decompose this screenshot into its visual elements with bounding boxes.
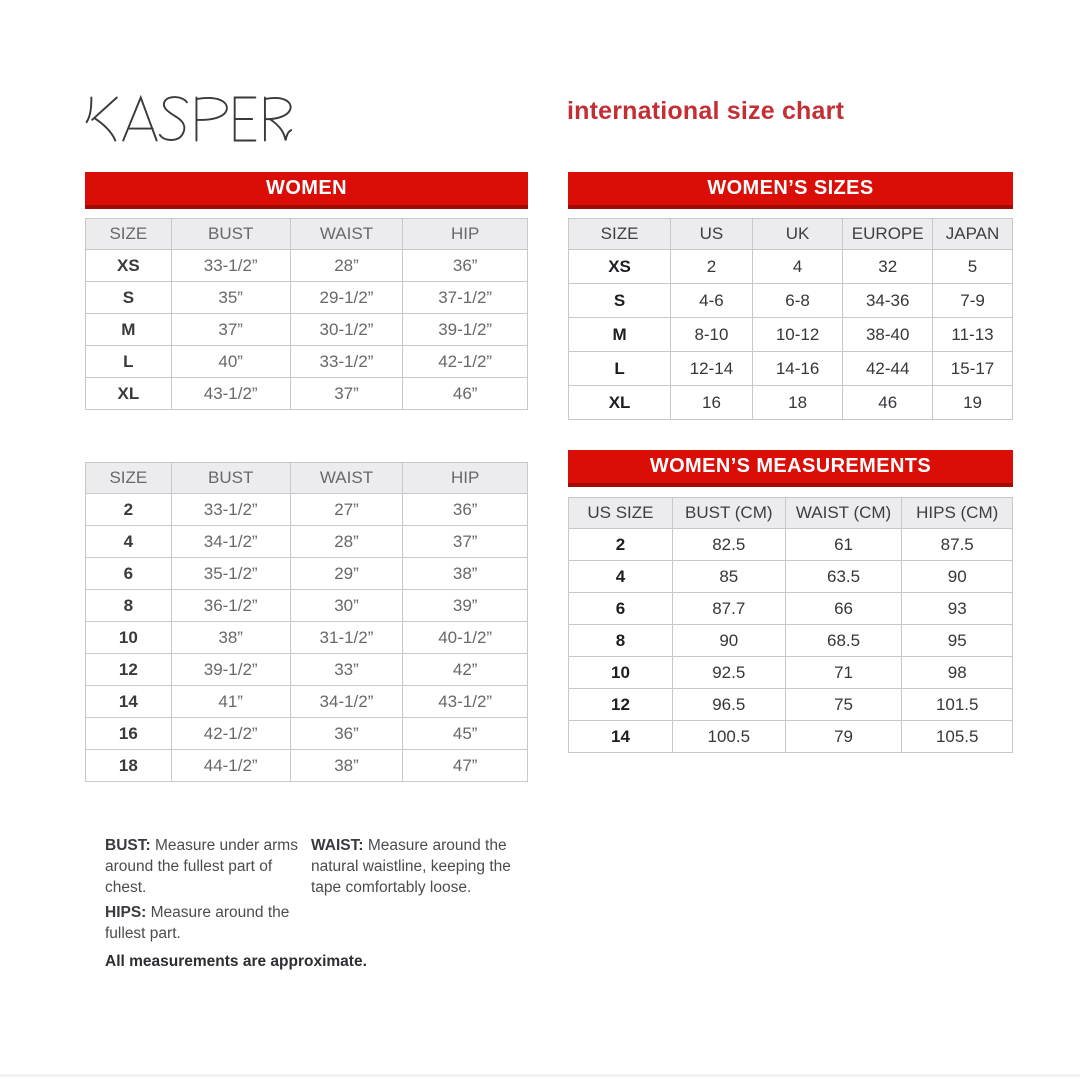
table-row (86, 282, 528, 314)
table-cell: 2 (86, 494, 172, 526)
waist-note-label: WAIST: (311, 837, 364, 854)
table-cell: 41” (171, 686, 290, 718)
table-row (86, 686, 528, 718)
table-cell: 16 (671, 386, 753, 420)
table-cell: 39” (403, 590, 528, 622)
column-header: EUROPE (843, 219, 933, 250)
table-cell: 82.5 (672, 529, 785, 561)
kasper-logo-glyphs (85, 90, 292, 148)
section-header-women: WOMEN (85, 172, 528, 209)
table-cell: 14 (569, 721, 673, 753)
column-header: BUST (171, 219, 290, 250)
table-row (86, 526, 528, 558)
table-cell: 68.5 (785, 625, 902, 657)
table-cell: 10 (569, 657, 673, 689)
table-cell: 43-1/2” (403, 686, 528, 718)
table-cell: 105.5 (902, 721, 1013, 753)
table-cell: 28” (290, 526, 403, 558)
womens-international-sizes-table (568, 218, 1013, 420)
table-cell: 30-1/2” (290, 314, 403, 346)
bottom-edge-divider (0, 1074, 1080, 1077)
table-cell: 12 (86, 654, 172, 686)
table-cell: M (569, 318, 671, 352)
header-row (569, 219, 1013, 250)
table-cell: 34-1/2” (290, 686, 403, 718)
table-cell: 37” (171, 314, 290, 346)
table-cell: XL (86, 378, 172, 410)
table-row (86, 654, 528, 686)
table-cell: 2 (671, 250, 753, 284)
table-row (569, 657, 1013, 689)
table-cell: 98 (902, 657, 1013, 689)
table-cell: 33-1/2” (171, 250, 290, 282)
column-header: BUST (171, 463, 290, 494)
table-cell: 8-10 (671, 318, 753, 352)
table-cell: 36” (403, 250, 528, 282)
table-cell: 87.5 (902, 529, 1013, 561)
table-cell: 4 (86, 526, 172, 558)
waist-note (311, 836, 511, 898)
table-cell: 36” (403, 494, 528, 526)
table-row (569, 352, 1013, 386)
table-row (569, 284, 1013, 318)
column-header: UK (752, 219, 843, 250)
measurements-disclaimer: All measurements are approximate. (105, 953, 367, 970)
table-cell: 6-8 (752, 284, 843, 318)
table-cell: 38” (403, 558, 528, 590)
table-cell: 38-40 (843, 318, 933, 352)
table-row (86, 622, 528, 654)
table-cell: 29-1/2” (290, 282, 403, 314)
table-cell: 101.5 (902, 689, 1013, 721)
table-cell: 36” (290, 718, 403, 750)
table-cell: 35” (171, 282, 290, 314)
table-cell: 38” (171, 622, 290, 654)
table-cell: 96.5 (672, 689, 785, 721)
table-cell: 87.7 (672, 593, 785, 625)
table-cell: XS (86, 250, 172, 282)
table-cell: S (86, 282, 172, 314)
hips-note-label: HIPS: (105, 904, 147, 921)
table-cell: 44-1/2” (171, 750, 290, 782)
column-header: HIP (403, 463, 528, 494)
table-cell: 4 (569, 561, 673, 593)
column-header: BUST (CM) (672, 498, 785, 529)
table-cell: 12 (569, 689, 673, 721)
hips-note-text: Measure around the fullest part. (105, 904, 290, 942)
women-numeric-size-table (85, 462, 528, 782)
table-row (86, 494, 528, 526)
table-row (86, 346, 528, 378)
table-row (569, 593, 1013, 625)
table-cell: 39-1/2” (403, 314, 528, 346)
table-row (86, 558, 528, 590)
table-cell: 75 (785, 689, 902, 721)
table-cell: 28” (290, 250, 403, 282)
table-cell: 63.5 (785, 561, 902, 593)
table-row (86, 250, 528, 282)
womens-measurements-cm-table (568, 497, 1013, 753)
table-cell: 71 (785, 657, 902, 689)
table-row (569, 529, 1013, 561)
table-cell: 90 (902, 561, 1013, 593)
table-cell: 92.5 (672, 657, 785, 689)
table-cell: 15-17 (933, 352, 1013, 386)
table-cell: 8 (569, 625, 673, 657)
table-cell: 36-1/2” (171, 590, 290, 622)
table-row (569, 689, 1013, 721)
table-cell: 37” (290, 378, 403, 410)
table-cell: 19 (933, 386, 1013, 420)
header-row (86, 219, 528, 250)
table-cell: L (569, 352, 671, 386)
table-cell: 40” (171, 346, 290, 378)
table-cell: 45” (403, 718, 528, 750)
table-cell: 100.5 (672, 721, 785, 753)
table-row (86, 718, 528, 750)
column-header: HIPS (CM) (902, 498, 1013, 529)
table-cell: 31-1/2” (290, 622, 403, 654)
section-header-womens-measurements: WOMEN’S MEASUREMENTS (568, 450, 1013, 487)
table-row (569, 250, 1013, 284)
column-header: SIZE (86, 219, 172, 250)
column-header: US (671, 219, 753, 250)
section-header-womens-sizes: WOMEN’S SIZES (568, 172, 1013, 209)
table-cell: 2 (569, 529, 673, 561)
table-cell: 37” (403, 526, 528, 558)
column-header: SIZE (569, 219, 671, 250)
table-row (569, 561, 1013, 593)
table-cell: 90 (672, 625, 785, 657)
page-title: international size chart (567, 97, 845, 125)
table-cell: 79 (785, 721, 902, 753)
column-header: SIZE (86, 463, 172, 494)
table-cell: 12-14 (671, 352, 753, 386)
table-cell: 6 (569, 593, 673, 625)
table-row (569, 721, 1013, 753)
table-cell: 16 (86, 718, 172, 750)
table-cell: 42-1/2” (403, 346, 528, 378)
column-header: JAPAN (933, 219, 1013, 250)
table-cell: 4 (752, 250, 843, 284)
table-cell: 18 (86, 750, 172, 782)
column-header: WAIST (CM) (785, 498, 902, 529)
table-cell: XL (569, 386, 671, 420)
column-header: WAIST (290, 463, 403, 494)
table-cell: 27” (290, 494, 403, 526)
table-cell: 47” (403, 750, 528, 782)
table-cell: 38” (290, 750, 403, 782)
table-cell: 42” (403, 654, 528, 686)
table-cell: 14 (86, 686, 172, 718)
table-cell: L (86, 346, 172, 378)
table-cell: 33” (290, 654, 403, 686)
table-cell: 11-13 (933, 318, 1013, 352)
table-cell: 34-36 (843, 284, 933, 318)
table-cell: 43-1/2” (171, 378, 290, 410)
column-header: HIP (403, 219, 528, 250)
table-cell: 33-1/2” (171, 494, 290, 526)
table-cell: 4-6 (671, 284, 753, 318)
table-cell: 42-44 (843, 352, 933, 386)
table-cell: 6 (86, 558, 172, 590)
table-cell: 5 (933, 250, 1013, 284)
table-cell: 29” (290, 558, 403, 590)
table-cell: 46” (403, 378, 528, 410)
table-row (86, 378, 528, 410)
table-cell: 10 (86, 622, 172, 654)
table-cell: 34-1/2” (171, 526, 290, 558)
table-cell: 32 (843, 250, 933, 284)
table-cell: 85 (672, 561, 785, 593)
table-cell: M (86, 314, 172, 346)
bust-note-label: BUST: (105, 837, 151, 854)
table-cell: 14-16 (752, 352, 843, 386)
table-cell: 18 (752, 386, 843, 420)
table-row (569, 386, 1013, 420)
table-cell: 42-1/2” (171, 718, 290, 750)
table-cell: 33-1/2” (290, 346, 403, 378)
header-row (86, 463, 528, 494)
waist-note-text: Measure around the natural waistline, keeping the tape comfortably loose. (311, 837, 511, 896)
table-cell: 93 (902, 593, 1013, 625)
column-header: US SIZE (569, 498, 673, 529)
hips-note (105, 903, 325, 945)
table-cell: 35-1/2” (171, 558, 290, 590)
column-header: WAIST (290, 219, 403, 250)
table-cell: 46 (843, 386, 933, 420)
header-row (569, 498, 1013, 529)
table-cell: 39-1/2” (171, 654, 290, 686)
table-cell: 30” (290, 590, 403, 622)
table-cell: 95 (902, 625, 1013, 657)
kasper-logo (85, 90, 292, 148)
table-cell: S (569, 284, 671, 318)
table-cell: 40-1/2” (403, 622, 528, 654)
bust-note-text: Measure under arms around the fullest part of chest. (105, 837, 298, 896)
table-cell: XS (569, 250, 671, 284)
table-cell: 10-12 (752, 318, 843, 352)
table-row (569, 625, 1013, 657)
table-cell: 61 (785, 529, 902, 561)
table-cell: 37-1/2” (403, 282, 528, 314)
table-cell: 7-9 (933, 284, 1013, 318)
bust-note (105, 836, 310, 898)
table-cell: 66 (785, 593, 902, 625)
table-row (86, 314, 528, 346)
table-row (86, 590, 528, 622)
table-row (86, 750, 528, 782)
table-row (569, 318, 1013, 352)
table-cell: 8 (86, 590, 172, 622)
women-alpha-size-table (85, 218, 528, 410)
